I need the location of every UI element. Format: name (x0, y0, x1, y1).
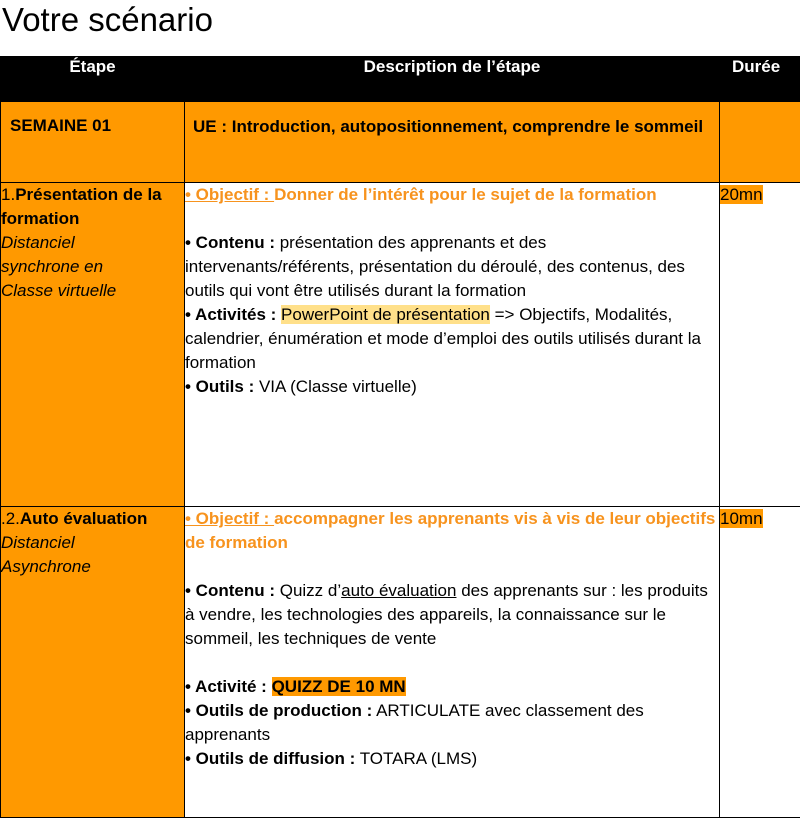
contenu (185, 579, 719, 651)
header-duree: Durée (720, 57, 800, 102)
header-etape: Étape (1, 57, 185, 102)
step-description (185, 183, 720, 507)
activite-highlight: QUIZZ DE 10 MN (272, 677, 406, 696)
activites (185, 303, 719, 375)
step-mode: Distanciel (1, 231, 184, 255)
ue-title: UE : Introduction, autopositionnement, comprendre le sommeil (185, 102, 720, 183)
objective-text: Donner de l’intérêt pour le sujet de la formation (274, 185, 657, 204)
contenu-text-post: des apprenants sur : les produits à vendre, les technologies des appareils, la connaissance sur le sommeil, les techniques de vente (185, 581, 708, 648)
activites-label: • Activités : (185, 305, 276, 324)
outils-text: VIA (Classe virtuelle) (254, 377, 417, 396)
outils-diffusion (185, 747, 719, 771)
duration-value: 10mn (720, 509, 763, 528)
step-name: Présentation de la formation (1, 185, 162, 228)
objective (185, 507, 719, 555)
contenu-text: présentation des apprenants et des intervenants/référents, présentation du déroulé, des contenus, des outils qui vont être utilisés durant la formation (185, 233, 685, 300)
diff-text: TOTARA (LMS) (355, 749, 477, 768)
step-row (1, 183, 800, 507)
step-mode: Distanciel (1, 531, 184, 555)
step-mode: Asynchrone (1, 555, 184, 579)
contenu (185, 231, 719, 303)
outils-production (185, 699, 719, 747)
contenu-label: • Contenu : (185, 233, 275, 252)
activite (185, 675, 719, 699)
step-number: 1. (1, 185, 15, 204)
step-cell (1, 183, 185, 507)
step-mode: Classe virtuelle (1, 279, 184, 303)
activites-highlight: PowerPoint de présentation (281, 305, 490, 324)
duration-value: 20mn (720, 185, 763, 204)
week-label: SEMAINE 01 (1, 102, 185, 183)
prod-label: • Outils de production : (185, 701, 372, 720)
table-header-row (1, 57, 800, 102)
contenu-label: • Contenu : (185, 581, 275, 600)
duration-cell (720, 183, 800, 507)
contenu-underline: auto évaluation (341, 581, 456, 600)
contenu-text-pre: Quizz d’ (275, 581, 341, 600)
week-duration-empty (720, 102, 800, 183)
duration-cell (720, 507, 800, 818)
step-description (185, 507, 720, 818)
scenario-table (0, 56, 800, 818)
objective (185, 183, 719, 207)
prod-text: ARTICULATE avec classement des apprenants (185, 701, 644, 744)
step-row (1, 507, 800, 818)
diff-label: • Outils de diffusion : (185, 749, 355, 768)
step-mode: synchrone en (1, 255, 184, 279)
outils (185, 375, 719, 399)
step-name: Auto évaluation (20, 509, 148, 528)
objective-label: • Objectif : (185, 509, 274, 528)
activite-label: • Activité : (185, 677, 272, 696)
page-title: Votre scénario (2, 0, 213, 40)
objective-text: accompagner les apprenants vis à vis de leur objectifs de formation (185, 509, 715, 552)
step-cell (1, 507, 185, 818)
outils-label: • Outils : (185, 377, 254, 396)
week-row (1, 102, 800, 183)
step-number: .2. (1, 509, 20, 528)
objective-label: • Objectif : (185, 185, 274, 204)
header-description: Description de l’étape (185, 57, 720, 102)
activites-text: => Objectifs, Modalités, calendrier, énumération et mode d’emploi des outils utilisés durant la formation (185, 305, 701, 372)
